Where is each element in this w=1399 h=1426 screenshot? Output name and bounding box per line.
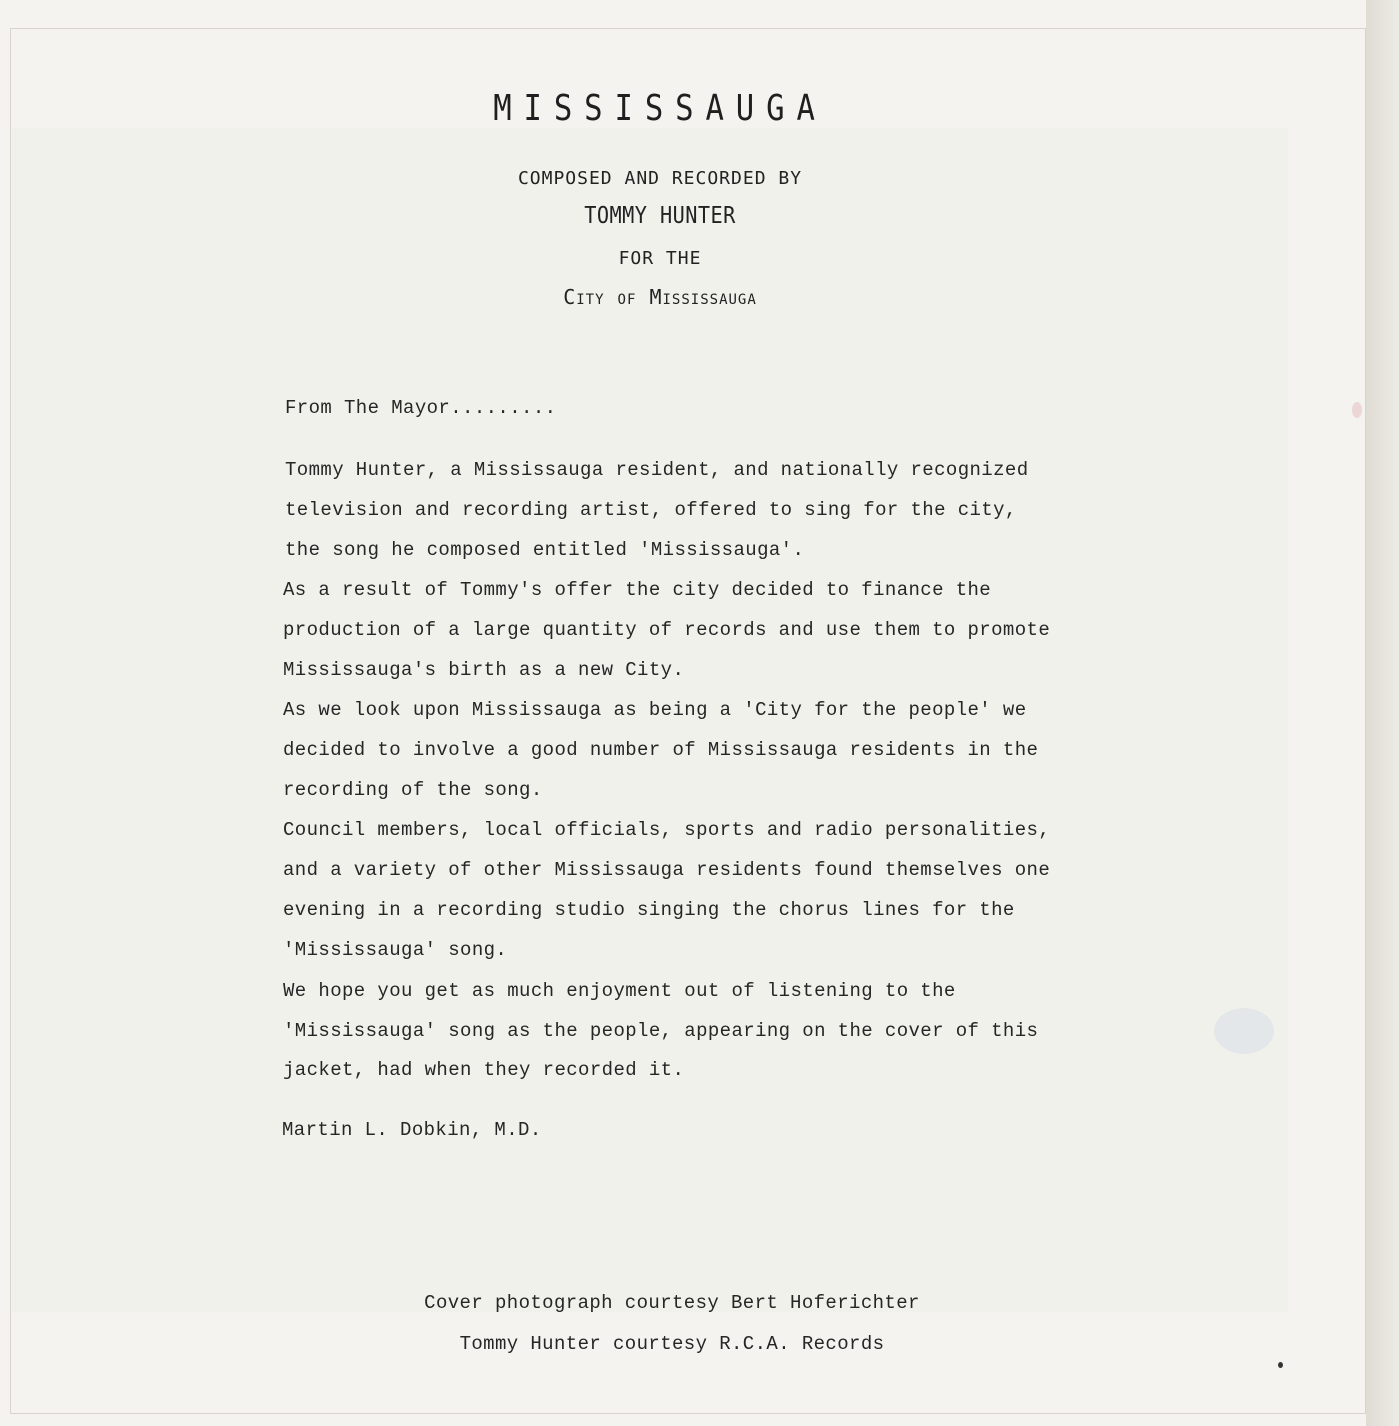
letter-line: and a variety of other Mississauga residents found themselves one [283,859,1051,881]
letter-line: Mississauga's birth as a new City. [283,659,685,681]
ink-dot [1278,1362,1283,1368]
letter-line: Council members, local officials, sports and radio personalities, [283,819,1051,841]
letter-line: recording of the song. [283,779,543,801]
letter-line: As a result of Tommy's offer the city decided to finance the [283,579,992,601]
letter-line: 'Mississauga' song. [283,939,508,961]
letter-line: 'Mississauga' song as the people, appearing on the cover of this [283,1020,1039,1042]
artist-credit: Tommy Hunter courtesy R.C.A. Records [459,1333,885,1355]
city-name: City of Mississauga [563,285,757,309]
stain-mark [1214,1008,1274,1054]
letter-line: the song he composed entitled 'Mississauga'. [285,539,805,561]
composed-by-line: COMPOSED AND RECORDED BY [517,168,803,189]
letter-line: decided to involve a good number of Mississauga residents in the [283,739,1039,761]
letter-signature: Martin L. Dobkin, M.D. [282,1119,542,1141]
stain-mark [1352,402,1362,418]
letter-line: production of a large quantity of records and use them to promote [283,619,1051,641]
for-the-line: FOR THE [618,248,702,269]
letter-line: television and recording artist, offered to sing for the city, [285,499,1017,521]
artist-name: TOMMY HUNTER [584,203,736,229]
letter-salutation: From The Mayor......... [285,397,557,419]
photo-credit: Cover photograph courtesy Bert Hoferichter [424,1292,920,1314]
letter-line: jacket, had when they recorded it. [283,1059,685,1081]
letter-line: As we look upon Mississauga as being a 'City for the people' we [283,699,1027,721]
letter-line: We hope you get as much enjoyment out of listening to the [283,980,956,1002]
jacket-edge [1366,0,1399,1426]
album-title: MISSISSAUGA [493,88,827,129]
letter-line: evening in a recording studio singing the chorus lines for the [283,899,1015,921]
letter-line: Tommy Hunter, a Mississauga resident, and nationally recognized [285,459,1029,481]
jacket-border [10,28,1366,1414]
